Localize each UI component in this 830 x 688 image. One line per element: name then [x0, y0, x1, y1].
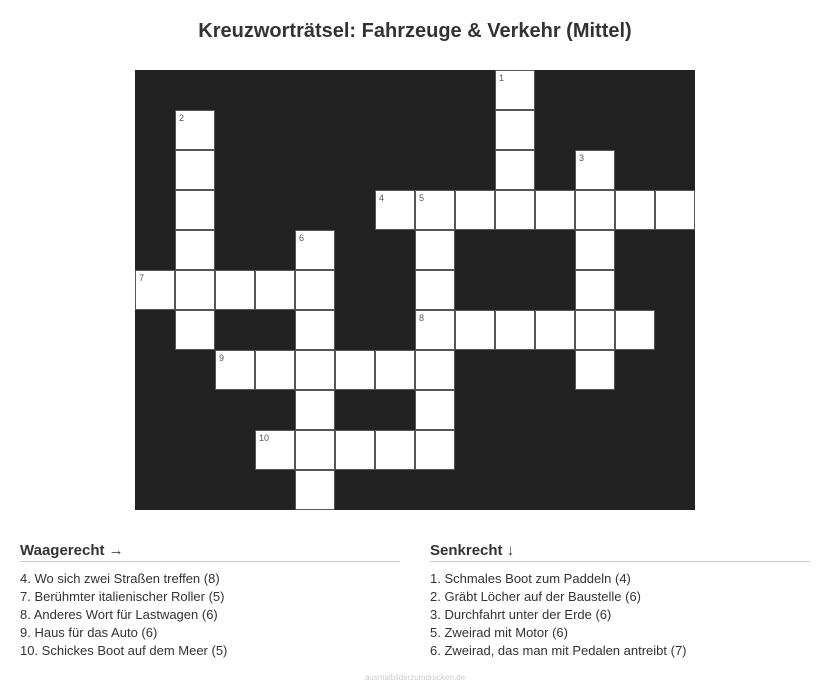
crossword-cell[interactable]	[295, 470, 335, 510]
clue-number: 6	[299, 233, 305, 243]
crossword-cell[interactable]	[575, 150, 615, 190]
crossword-cell[interactable]	[455, 190, 495, 230]
crossword-cell[interactable]	[255, 430, 295, 470]
clue-across-8: 8. Anderes Wort für Lastwagen (6)	[20, 607, 218, 622]
crossword-cell[interactable]	[175, 270, 215, 310]
crossword-cell[interactable]	[575, 350, 615, 390]
crossword-cell[interactable]	[295, 230, 335, 270]
clue-number: 10	[259, 433, 270, 443]
crossword-grid	[135, 70, 695, 510]
crossword-cell[interactable]	[295, 270, 335, 310]
crossword-cell[interactable]	[295, 430, 335, 470]
crossword-cell[interactable]	[535, 190, 575, 230]
crossword-cell[interactable]	[575, 310, 615, 350]
clue-across-9: 9. Haus für das Auto (6)	[20, 625, 158, 640]
clue-across-10: 10. Schickes Boot auf dem Meer (5)	[20, 643, 228, 658]
crossword-cell[interactable]	[415, 310, 455, 350]
crossword-cell[interactable]	[495, 150, 535, 190]
down-clues	[430, 542, 810, 660]
crossword-cell[interactable]	[615, 310, 655, 350]
clue-number: 7	[139, 273, 145, 283]
clue-across-7: 7. Berühmter italienischer Roller (5)	[20, 589, 225, 604]
crossword-cell[interactable]	[455, 310, 495, 350]
crossword-cell[interactable]	[255, 270, 295, 310]
page-title: Kreuzworträtsel: Fahrzeuge & Verkehr (Mittel)	[198, 20, 632, 42]
crossword-cell[interactable]	[175, 150, 215, 190]
clue-across-4: 4. Wo sich zwei Straßen treffen (8)	[20, 571, 220, 586]
crossword-cell[interactable]	[415, 270, 455, 310]
crossword-cell[interactable]	[415, 230, 455, 270]
clue-number: 2	[179, 113, 185, 123]
crossword-cell[interactable]	[375, 350, 415, 390]
crossword-cell[interactable]	[335, 350, 375, 390]
crossword-cell[interactable]	[175, 230, 215, 270]
crossword-cell[interactable]	[575, 190, 615, 230]
crossword-cell[interactable]	[415, 390, 455, 430]
crossword-cell[interactable]	[175, 190, 215, 230]
crossword-cell[interactable]	[215, 270, 255, 310]
clue-number: 5	[419, 193, 425, 203]
crossword-cell[interactable]	[655, 190, 695, 230]
clue-down-3: 3. Durchfahrt unter der Erde (6)	[430, 607, 612, 622]
crossword-cell[interactable]	[135, 270, 175, 310]
crossword-cell[interactable]	[295, 310, 335, 350]
crossword-cell[interactable]	[535, 310, 575, 350]
crossword-cell[interactable]	[495, 110, 535, 150]
crossword-cell[interactable]	[495, 310, 535, 350]
crossword-cell[interactable]	[295, 350, 335, 390]
crossword-cell[interactable]	[255, 350, 295, 390]
crossword-cell[interactable]	[295, 390, 335, 430]
clue-number: 1	[499, 73, 505, 83]
crossword-cell[interactable]	[335, 430, 375, 470]
crossword-cell[interactable]	[415, 190, 455, 230]
clue-number: 8	[419, 313, 425, 323]
clue-number: 9	[219, 353, 225, 363]
clue-down-6: 6. Zweirad, das man mit Pedalen antreibt (7)	[430, 643, 687, 658]
crossword-cell[interactable]	[375, 430, 415, 470]
crossword-cell[interactable]	[495, 70, 535, 110]
clue-down-5: 5. Zweirad mit Motor (6)	[430, 625, 568, 640]
down-heading: Senkrecht ↓	[430, 542, 810, 562]
crossword-cell[interactable]	[415, 430, 455, 470]
crossword-cell[interactable]	[615, 190, 655, 230]
crossword-cell[interactable]	[215, 350, 255, 390]
crossword-cell[interactable]	[575, 230, 615, 270]
crossword-cell[interactable]	[415, 350, 455, 390]
clue-number: 4	[379, 193, 385, 203]
crossword-cell[interactable]	[575, 270, 615, 310]
crossword-cell[interactable]	[375, 190, 415, 230]
crossword-cell[interactable]	[495, 190, 535, 230]
crossword-cell[interactable]	[175, 310, 215, 350]
clue-number: 3	[579, 153, 585, 163]
footer-watermark: ausmalbilderzumdrucken.de	[364, 673, 466, 682]
clue-down-1: 1. Schmales Boot zum Paddeln (4)	[430, 571, 631, 586]
across-heading: Waagerecht →	[20, 542, 400, 562]
across-clues	[20, 542, 400, 660]
clue-down-2: 2. Gräbt Löcher auf der Baustelle (6)	[430, 589, 642, 604]
crossword-cell[interactable]	[175, 110, 215, 150]
